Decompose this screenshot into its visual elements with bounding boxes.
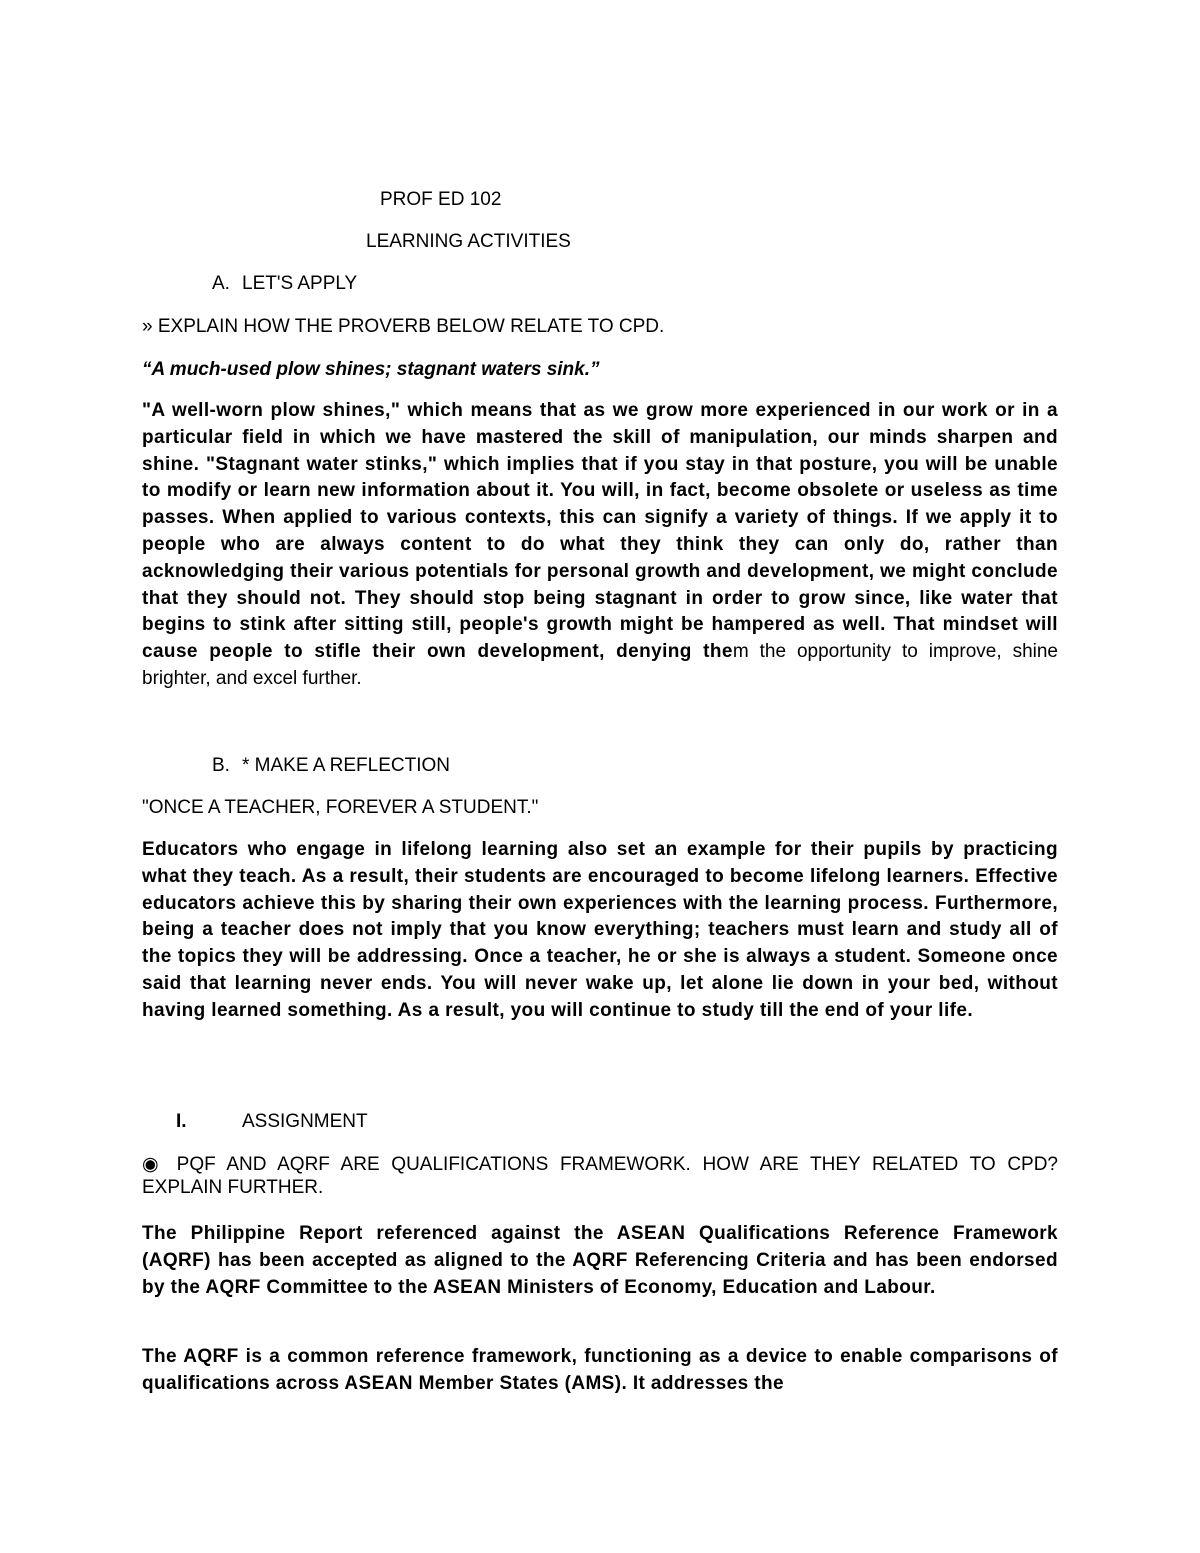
reflection-quote: "ONCE A TEACHER, FOREVER A STUDENT." — [142, 797, 539, 818]
course-title: PROF ED 102 — [380, 189, 502, 210]
section-b-marker: B. — [212, 755, 230, 776]
section-i-prompt: ◉ PQF AND AQRF ARE QUALIFICATIONS FRAMEWORK. HOW ARE THEY RELATED TO CPD? EXPLAIN FURTHER. — [142, 1154, 1058, 1198]
proverb-quote: “A much-used plow shines; stagnant waters sink.” — [142, 359, 600, 380]
section-b-heading — [212, 754, 450, 777]
section-i-answer-2: The AQRF is a common reference framework, functioning as a device to enable comparisons of qualifications across ASEAN Member States (AMS). It addresses the — [142, 1346, 1058, 1394]
section-i-heading — [176, 1110, 368, 1133]
section-a-title: LET'S APPLY — [242, 273, 358, 294]
section-b-answer: Educators who engage in lifelong learning also set an example for their pupils by practicing what they teach. As a result, their students are encouraged to become lifelong learners. Effective educators achieve this by sharing their own experiences with the learning process. Furthermore, being a teacher does not imply that you know everything; teachers must learn and study all of the topics they will be addressing. Once a teacher, he or she is always a student. Someone once said that learning never ends. You will never wake up, let alone lie down in your bed, without having learned something. As a result, you will continue to study till the end of your life. — [142, 839, 1058, 1021]
section-i-marker: I. — [176, 1111, 187, 1132]
section-a-prompt: » EXPLAIN HOW THE PROVERB BELOW RELATE TO CPD. — [142, 316, 665, 337]
section-a-answer-bold: "A well-worn plow shines," which means that as we grow more experienced in our work or in a particular field in which we have mastered the skill of manipulation, our minds sharpen and shine. "Stagnant water stinks," which implies that if you stay in that posture, you will be unable to modify or learn new information about it. You will, in fact, become obsolete or useless as time passes. When applied to various contexts, this can signify a variety of things. If we apply it to people who are always content to do what they think they can only do, rather than acknowledging their various potentials for personal growth and development, we might conclude that they should not. They should stop being stagnant in order to grow since, like water that begins to stink after sitting still, people's growth might be hampered as well. That mindset will cause people to stifle their own development, denying the — [142, 400, 1058, 663]
section-a-answer-plain: m the opportunity to improve, shine brighter, and excel further. — [142, 641, 1058, 689]
document-title: LEARNING ACTIVITIES — [366, 231, 571, 252]
section-a-marker: A. — [212, 273, 230, 294]
section-a-heading — [212, 272, 357, 295]
section-b-title: * MAKE A REFLECTION — [242, 755, 450, 776]
section-i-title: ASSIGNMENT — [242, 1111, 368, 1132]
section-i-answer-1: The Philippine Report referenced against the ASEAN Qualifications Reference Framework (AQRF) has been accepted as aligned to the AQRF Referencing Criteria and has been endorsed by the AQRF Committee to the ASEAN Ministers of Economy, Education and Labour. — [142, 1223, 1058, 1298]
section-a-answer — [142, 398, 1058, 693]
